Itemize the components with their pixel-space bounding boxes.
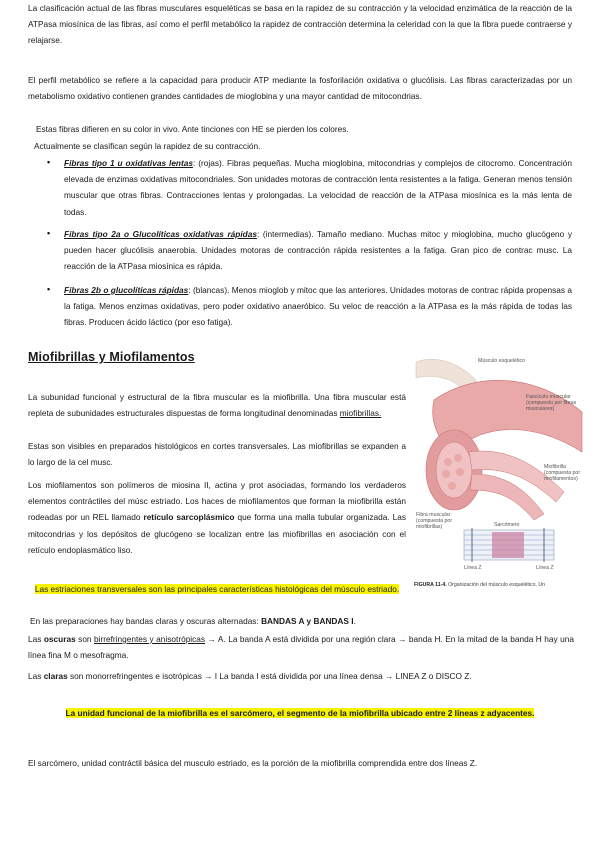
bands-paragraph bbox=[30, 613, 575, 629]
bullet-title: Fibras tipo 1 u oxidativas lentas bbox=[64, 158, 193, 168]
section-paragraph-1 bbox=[28, 389, 406, 421]
dark-bands-paragraph bbox=[28, 631, 574, 663]
final-paragraph: El sarcómero, unidad contráctil básica del musculo estriado, es la porción de la miofibrilla comprendida entre dos líneas Z. bbox=[28, 758, 478, 768]
bands-term: BANDAS A y BANDAS I bbox=[261, 616, 354, 626]
text-fragment: son bbox=[75, 634, 95, 644]
bullet-marker: • bbox=[47, 228, 51, 238]
skeletal-muscle-figure bbox=[414, 352, 584, 592]
intro-paragraph-4: Actualmente se clasifican según la rapidez de su contracción. bbox=[34, 141, 261, 151]
text-fragment: Los miofilamentos son polímeros de miosina II, actina y prot asociadas, formando los verdaderos elementos contráctiles del músc estriado. Los haces de miofilamentos que forman la miofibrilla están rodeadas por un REL llamado bbox=[28, 480, 406, 523]
term-oscuras: oscuras bbox=[43, 634, 76, 644]
highlight-estriaciones bbox=[28, 581, 406, 597]
text-fragment: Las bbox=[28, 634, 44, 644]
label-fasciculo: Fascículo muscular (compuesto por fibras musculares) bbox=[526, 394, 577, 412]
caption-text: Organización del músculo esquelético. Un bbox=[446, 582, 545, 588]
bullet-text: : (rojas). Fibras pequeñas. Mucha mioglobina, mitocondrias y complejos de citocromo. Concentración elevada de enzimas oxidativas mitocondriales. Son unidades motoras de contracción lenta resistentes a la fatiga. Generan menos tensión muscular que otras fibras. Contracciones lentas y prolongadas. La velocidad de reacción de la ATPasa miosínica es la más lenta de todas. bbox=[64, 158, 573, 217]
section-paragraph-2: Estas son visibles en preparados histológicos en cortes transversales. Las miofibrillas se expanden a lo largo de la cel musc. bbox=[28, 441, 406, 468]
bullet-title: Fibras tipo 2a o Glucolíticas oxidativas rápidas bbox=[64, 229, 257, 239]
bullet-title: Fibras 2b o glucolíticas rápidas bbox=[64, 285, 189, 295]
bullet-item-type1 bbox=[64, 155, 572, 220]
intro-paragraph-2: El perfil metabólico se refiere a la capacidad para producir ATP mediante la fosforilación oxidativa o glucólisis. Las fibras caracterizadas por un metabolismo oxidativo contienen grandes cantidades de mioglobina y una mayor cantidad de mitocondrias. bbox=[28, 75, 572, 102]
text-fragment: son monorrefringentes e isotrópicas → I La banda I está dividida por una línea densa → LINEA Z o DISCO Z. bbox=[67, 671, 472, 681]
text-fragment: La subunidad funcional y estructural de la fibra muscular es la miofibrilla. Una fibra muscular está repleta de subunidades estructurales dispuestas de forma longitudinal denominadas bbox=[28, 392, 406, 419]
section-heading: Miofibrillas y Miofilamentos bbox=[28, 350, 195, 364]
term-claras: claras bbox=[43, 671, 68, 681]
text-fragment: Las bbox=[28, 671, 44, 681]
term-birrefringentes: birrefringentes y anisotrópicas bbox=[94, 634, 206, 644]
text-fragment: En las preparaciones hay bandas claras y oscuras alternadas: bbox=[30, 616, 262, 626]
label-miofibrilla: Miofibrilla (compuesta por miofilamentos) bbox=[544, 464, 581, 482]
caption-number: FIGURA 11-4. bbox=[414, 582, 447, 588]
bullet-text: : (intermedias). Tamaño mediano. Muchas mitoc y mioglobina, mucho glucógeno y pueden hacer glucólisis anaerobia. Unidades motoras de contracción rápida resistentes a la fatiga. Gran pico de contrac musc. La reacción de la ATPasa miosínica es rápida. bbox=[64, 229, 573, 272]
bullet-marker: • bbox=[47, 284, 51, 294]
highlighted-text: La unidad funcional de la miofibrilla es el sarcómero, el segmento de la miofibrilla ubicado entre 2 líneas z adyacentes. bbox=[65, 708, 535, 718]
label-linea-z-left: Línea Z bbox=[464, 565, 482, 571]
text-fragment: . bbox=[353, 616, 356, 626]
intro-paragraph-1: La clasificación actual de las fibras musculares esqueléticas se basa en la rapidez de su contracción y la velocidad enzimática de la reacción de la ATPasa miosínica de las fibras, así como el perfil metabólico la rapidez de contracción determina la celeridad con la que la fibra puede contraerse y relajarse. bbox=[28, 3, 572, 46]
label-sarcomero: Sarcómero bbox=[494, 522, 520, 528]
bullet-text: : (blancas). Menos mioglob y mitoc que las anteriores. Unidades motoras de contrac rápida propensas a la fatiga. Menos enzimas oxidativas, pero poder oxidativo anaeróbico. Su veloc de reacción a la ATPasa es la más rápida de todas las fibras. Producen ácido láctico (por eso fatiga). bbox=[64, 285, 572, 328]
label-fibra: Fibra muscular (compuesta por miofibrillas) bbox=[416, 512, 453, 530]
highlighted-text: Las estriaciones transversales son las principales características histológicas del músculo estriado. bbox=[34, 584, 400, 594]
term-reticulo: retículo sarcoplásmico bbox=[143, 512, 235, 523]
figure-caption bbox=[414, 582, 545, 588]
text-fragment: → A. La banda A está dividida por una región clara → banda H. En la mitad de la banda H hay una línea fina M o mesofragma. bbox=[28, 634, 574, 661]
bullet-marker: • bbox=[47, 157, 51, 167]
term-miofibrillas: miofibrillas. bbox=[339, 408, 382, 419]
bullet-item-type2a bbox=[64, 226, 572, 275]
light-bands-paragraph bbox=[28, 668, 574, 684]
bullet-item-type2b bbox=[64, 282, 572, 331]
section-paragraph-3 bbox=[28, 477, 406, 558]
label-musculo: Músculo esquelético bbox=[478, 358, 526, 364]
text-fragment: que forma una malla tubular organizada. Las mitocondrias y los depósitos de glucógeno se localizan entre las miofibrillas en asociación con el retículo endoplasmático liso. bbox=[28, 512, 406, 555]
intro-paragraph-3: Estas fibras difieren en su color in vivo. Ante tinciones con HE se pierden los colores. bbox=[36, 124, 349, 134]
label-linea-z-right: Línea Z bbox=[536, 565, 554, 571]
highlight-sarcomero bbox=[40, 705, 560, 721]
